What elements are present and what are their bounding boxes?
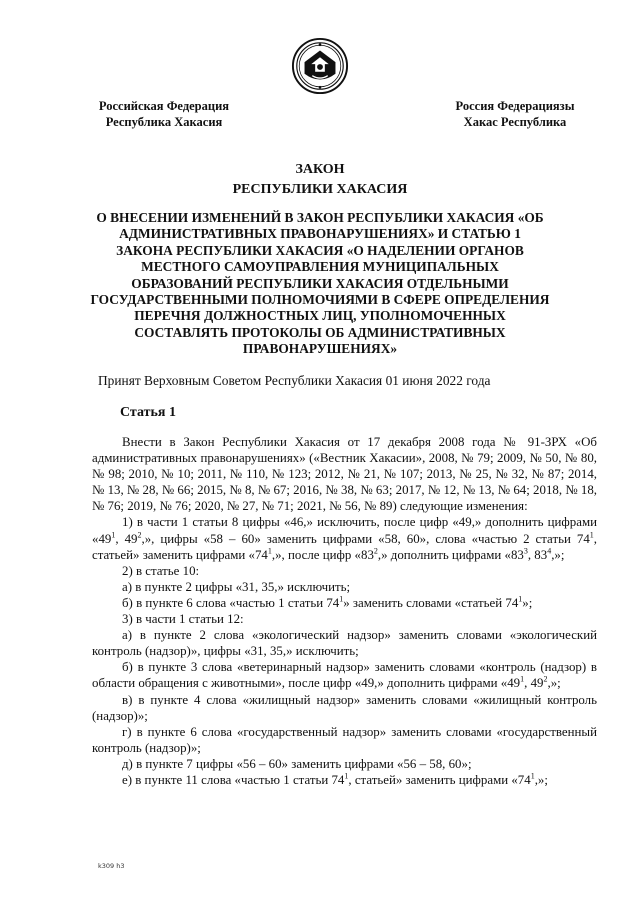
paragraph-text: » заменить словами «статьей 74 xyxy=(343,595,519,610)
body-paragraph xyxy=(92,595,597,611)
paragraph-text: е) в пункте 11 слова «частью 1 статьи 74 xyxy=(122,772,345,787)
paragraph-text: 1) в части 1 статьи 8 цифры «46,» исключить, после цифр «49,» дополнить цифрами «49 xyxy=(92,515,597,546)
paragraph-text: , 49 xyxy=(115,531,138,546)
paragraph-text: г) в пункте 6 слова «государственный надзор» заменить словами «государственный контроль (надзор)»; xyxy=(92,724,597,755)
superscript: 1 xyxy=(589,530,594,540)
superscript: 3 xyxy=(523,546,528,556)
superscript: 1 xyxy=(530,771,535,781)
law-title-line1: ЗАКОН xyxy=(295,162,345,177)
body-paragraph xyxy=(92,756,597,772)
law-title xyxy=(0,160,640,200)
paragraph-text: в) в пункте 4 слова «жилищный надзор» заменить словами «жилищный контроль (надзор)»; xyxy=(92,692,597,723)
header-left xyxy=(84,98,244,130)
superscript: 2 xyxy=(137,530,142,540)
header-right-line2: Хакас Республика xyxy=(463,115,567,129)
paragraph-text: , статьей» заменить цифрами «74 xyxy=(348,772,531,787)
document-code: k309 h3 xyxy=(98,862,125,870)
paragraph-text: , 49 xyxy=(524,676,544,691)
law-subject: О ВНЕСЕНИИ ИЗМЕНЕНИЙ В ЗАКОН РЕСПУБЛИКИ ХАКАСИЯ «ОБ АДМИНИСТРАТИВНЫХ ПРАВОНАРУШЕНИЯХ» И СТАТЬЮ 1 ЗАКОНА РЕСПУБЛИКИ ХАКАСИЯ «О НАДЕЛЕНИИ ОРГАНОВ МЕСТНОГО САМОУПРАВЛЕНИЯ МУНИЦИПАЛЬНЫХ ОБРАЗОВАНИЙ РЕСПУБЛИКИ ХАКАСИЯ ОТДЕЛЬНЫМИ ГОСУДАРСТВЕННЫМИ ПОЛНОМОЧИЯМИ В СФЕРЕ ОПРЕДЕЛЕНИЯ ПЕРЕЧНЯ ДОЛЖНОСТНЫХ ЛИЦ, УПОЛНОМОЧЕННЫХ СОСТАВЛЯТЬ ПРОТОКОЛЫ ОБ АДМИНИСТРАТИВНЫХ ПРАВОНАРУШЕНИЯХ» xyxy=(90,210,550,357)
body-paragraph xyxy=(92,627,597,659)
superscript: 1 xyxy=(518,594,523,604)
body-paragraph xyxy=(92,434,597,514)
paragraph-text: »; xyxy=(522,595,533,610)
body-paragraph xyxy=(92,579,597,595)
paragraph-text: ,»; xyxy=(547,676,561,691)
superscript: 1 xyxy=(344,771,349,781)
paragraph-text: ,»; xyxy=(534,772,548,787)
body-paragraph xyxy=(92,563,597,579)
paragraph-text: а) в пункте 2 слова «экологический надзор» заменить словами «экологический контроль (надзор)», цифры «31, 35,» исключить; xyxy=(92,628,597,659)
superscript: 1 xyxy=(520,675,525,685)
paragraph-text: д) в пункте 7 цифры «56 – 60» заменить цифрами «56 – 58, 60»; xyxy=(122,756,472,771)
paragraph-text: , статьей» заменить цифрами «74 xyxy=(92,531,597,562)
body-paragraph xyxy=(92,611,597,627)
paragraph-text: ,», цифры «58 – 60» заменить цифрами «58, 60», слова «частью 2 статьи 74 xyxy=(141,531,590,546)
body-paragraph xyxy=(92,659,597,691)
paragraph-text: , 83 xyxy=(527,547,548,562)
superscript: 2 xyxy=(373,546,378,556)
article-body xyxy=(92,434,597,788)
paragraph-text: ,» дополнить цифрами «83 xyxy=(377,547,524,562)
superscript: 1 xyxy=(267,546,272,556)
superscript: 1 xyxy=(339,594,344,604)
paragraph-text: а) в пункте 2 цифры «31, 35,» исключить; xyxy=(122,579,351,594)
coat-of-arms-emblem xyxy=(291,37,349,95)
header-left-line1: Российская Федерация xyxy=(98,99,230,113)
paragraph-text: ,»; xyxy=(551,547,565,562)
paragraph-text: 2) в статье 10: xyxy=(122,563,200,578)
body-paragraph xyxy=(92,772,597,788)
paragraph-text: б) в пункте 6 слова «частью 1 статьи 74 xyxy=(122,595,340,610)
paragraph-text: Внести в Закон Республики Хакасия от 17 декабря 2008 года № 91-ЗРХ «Об административных правонарушениях» («Вестник Хакасии», 2008, № 79; 2009, № 50, № 80, № 98; 2010, № 10; 2011, № 110, № 123; 2012, № 21, № 107; 2013, № 25, № 32, № 87; 2014, № 13, № 28, № 66; 2015, № 8, № 67; 2016, № 38, № 63; 2017, № 12, № 13, № 64; 2018, № 18, № 76; 2019, № 76; 2020, № 27, № 71; 2021, № 56, № 89) следующие изменения: xyxy=(92,435,597,514)
header-left-line2: Республика Хакасия xyxy=(105,115,223,129)
adoption-line: Принят Верховным Советом Республики Хакасия 01 июня 2022 года xyxy=(98,373,491,388)
paragraph-text: 3) в части 1 статьи 12: xyxy=(122,612,244,627)
law-title-line2: РЕСПУБЛИКИ ХАКАСИЯ xyxy=(232,182,408,197)
coat-of-arms-icon xyxy=(291,37,349,95)
superscript: 2 xyxy=(543,675,548,685)
superscript: 4 xyxy=(547,546,552,556)
body-paragraph xyxy=(92,724,597,756)
header-right-line1: Россия Федерациязы xyxy=(455,99,575,113)
superscript: 1 xyxy=(111,530,116,540)
body-paragraph xyxy=(92,692,597,724)
paragraph-text: ,», после цифр «83 xyxy=(271,547,374,562)
header-right xyxy=(440,98,590,130)
paragraph-text: б) в пункте 3 слова «ветеринарный надзор» заменить словами «контроль (надзор) в области обращения с животными», после цифр «49,» дополнить цифрами «49 xyxy=(92,660,597,691)
body-paragraph xyxy=(92,514,597,562)
article-heading: Статья 1 xyxy=(120,405,176,420)
